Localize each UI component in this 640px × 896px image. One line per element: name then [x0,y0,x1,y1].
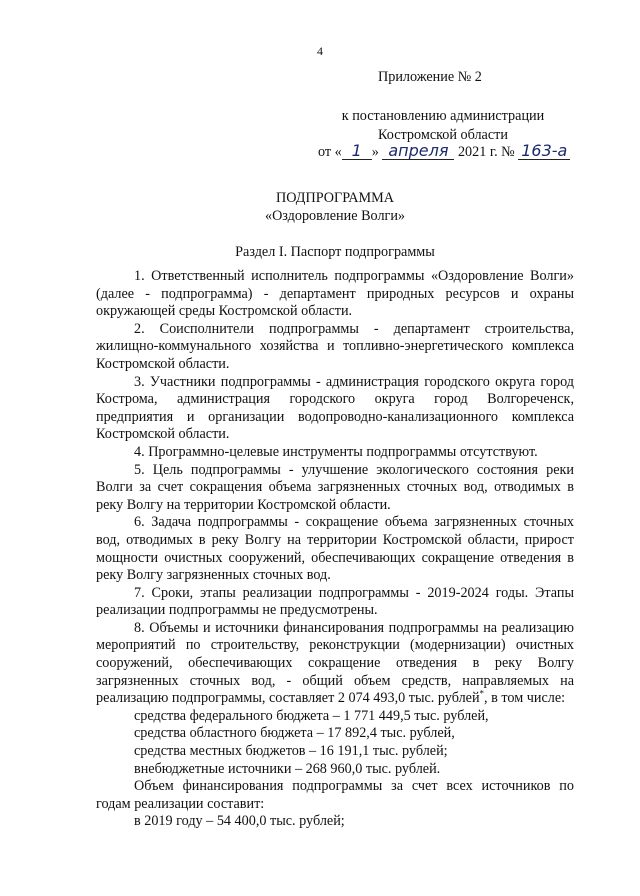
footnote-mark: * [479,688,485,699]
date-prefix: от « [318,144,342,160]
resolution-line: к постановлению администрации [341,108,545,124]
funding-item: внебюджетные источники – 268 960,0 тыс. рублей. [134,760,441,777]
page-number: 4 [317,44,323,58]
paragraph-8-tail: , в том числе: [484,690,566,707]
paragraph: 1. Ответственный исполнитель подпрограммы «Оздоровление Волги» (далее - подпрограмма) - департамент природных ресурсов и охраны окружающей среды Костромской области. [96,268,574,320]
handwritten-month: апреля [382,143,454,160]
paragraph-8-text: 8. Объемы и источники финансирования подпрограммы на реализацию мероприятий по строительству, реконструкции (модернизации) очистных сооружений, обеспечивающих сокращение отведения в реку Волгу загрязненных сточных вод, - общий объем средств, направляемых на реализацию подпрограммы, составляет 2 074 493,0 тыс. рублей [96,619,574,707]
year-item: в 2019 году – 54 400,0 тыс. рублей; [134,813,345,830]
paragraph: 3. Участники подпрограммы - администрация городского округа город Кострома, администрация городского округа город Волгореченск, предприятия и организации водопроводно-канализационного комплекса Костромской области. [96,373,574,443]
funding-item: средства федерального бюджета – 1 771 449,5 тыс. рублей, [134,707,489,724]
section-title: Раздел I. Паспорт подпрограммы [235,244,435,260]
subprogram-name: «Оздоровление Волги» [264,208,406,224]
funding-item: средства областного бюджета – 17 892,4 тыс. рублей, [134,725,455,742]
paragraph: 4. Программно-целевые инструменты подпрограммы отсутствуют. [134,443,538,460]
date-year: 2021 г. № [457,144,515,160]
paragraph: Объем финансирования подпрограммы за счет всех источников по годам реализации составит: [96,778,574,812]
appendix-title: Приложение № 2 [378,69,482,85]
date-mid: » [371,144,379,160]
subprogram-heading: ПОДПРОГРАММА [275,190,394,206]
paragraph-8 [96,620,574,708]
paragraph: 2. Соисполнители подпрограммы - департамент строительства, жилищно-коммунального хозяйства и топливно-энергетического комплекса Костромской области. [96,320,574,372]
paragraph: 6. Задача подпрограммы - сокращение объема загрязненных сточных вод, отводимых в реку Волгу на территории Костромской области, прирост мощности очистных сооружений, обеспечивающих сокращение отведения в реку Волгу загрязненных сточных вод. [96,514,574,584]
paragraph: 5. Цель подпрограммы - улучшение экологического состояния реки Волги за счет сокращения объема загрязненных сточных вод, отводимых в реку Волгу на территории Костромской области. [96,461,574,513]
handwritten-doc-number: 163-а [518,143,570,160]
passport-body [96,268,574,831]
paragraph: 7. Сроки, этапы реализации подпрограммы - 2019-2024 годы. Этапы реализации подпрограммы не предусмотрены. [96,584,574,619]
date-line [318,143,570,161]
funding-item: средства местных бюджетов – 16 191,1 тыс. рублей; [134,743,448,760]
region-line: Костромской области [378,127,508,143]
handwritten-day: 1 [342,143,372,160]
